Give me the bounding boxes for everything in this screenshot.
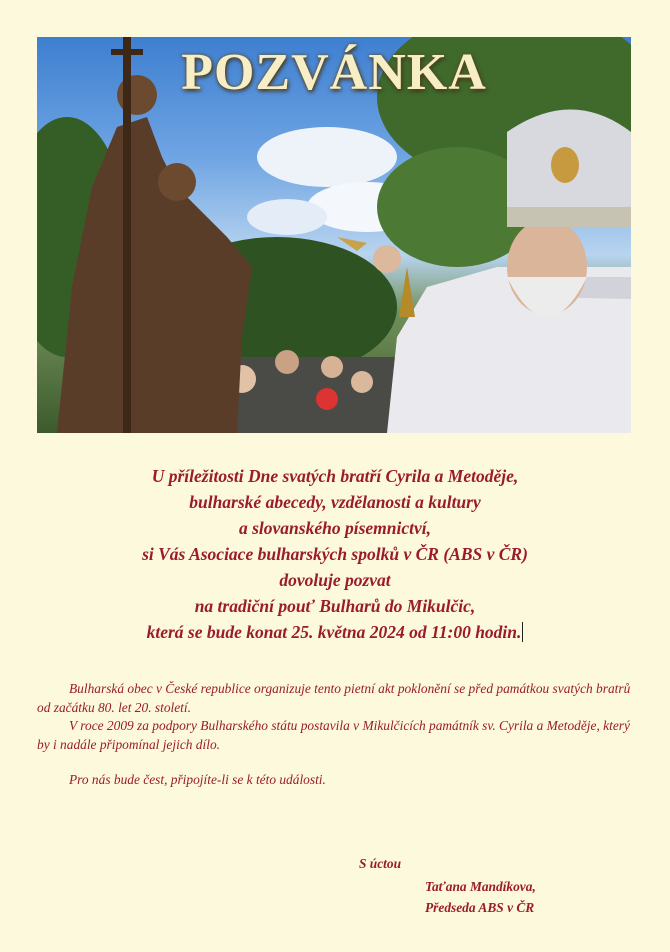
- header-photo: [37, 37, 631, 433]
- invitation-line: U příležitosti Dne svatých bratří Cyrila a Metoděje,: [151, 466, 519, 486]
- invitation-line: bulharské abecedy, vzdělanosti a kultury: [189, 492, 481, 512]
- paragraph-monument: V roce 2009 za podpory Bulharského státu postavila v Mikulčicích památník sv. Cyrila a Metoděje, který by i nadále připomínal jejich dílo.: [37, 718, 630, 752]
- invitation-text: [40, 463, 630, 645]
- invitation-line-date[interactable]: [40, 619, 630, 645]
- invitation-line: dovoluje pozvat: [279, 570, 391, 590]
- text-cursor[interactable]: která se bude konat 25. května 2024 od 11:00 hodin.: [146, 622, 522, 642]
- signatory-role: Předseda ABS v ČR: [425, 900, 535, 915]
- signatory-name: Taťana Mandíkova,: [425, 879, 536, 894]
- body-text: [37, 680, 632, 790]
- invitation-line: na tradiční pouť Bulharů do Mikulčic,: [194, 596, 476, 616]
- invitation-line: a slovanského písemnictví,: [238, 518, 431, 538]
- closing-greeting: S úctou: [359, 856, 402, 871]
- paragraph-organization: Bulharská obec v České republice organizuje tento pietní akt poklonění se před památkou svatých bratrů od začátku 80. let 20. století.: [37, 681, 631, 715]
- page-title: POZVÁNKA: [181, 44, 487, 101]
- paragraph-welcome: Pro nás bude čest, připojíte-li se k této události.: [69, 772, 326, 788]
- invitation-line: si Vás Asociace bulharských spolků v ČR (ABS v ČR): [142, 544, 528, 564]
- signature-block: [425, 876, 536, 918]
